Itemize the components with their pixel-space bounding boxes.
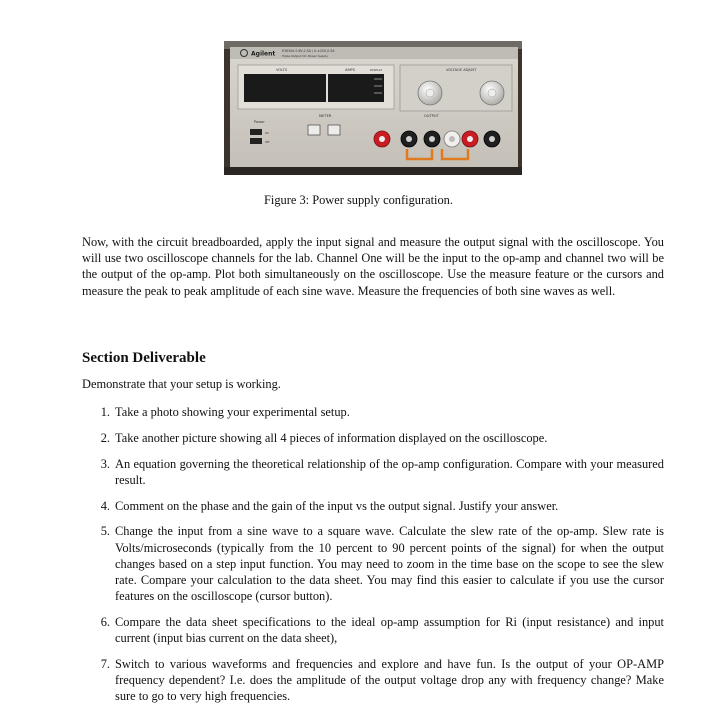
item-text: Take another picture showing all 4 pieces of information displayed on the oscilloscope. — [115, 430, 548, 445]
meter-button-2[interactable] — [328, 125, 340, 135]
item-number: 4. — [100, 498, 110, 513]
item-text: Compare the data sheet specifications to the ideal op-amp assumption for Ri (input resistance) and input current (input bias current on the data sheet), — [115, 615, 664, 646]
power-on-label: On — [265, 131, 270, 135]
item-number: 1. — [100, 405, 110, 419]
voltage-adjust-label: VOLTAGE ADJUST — [446, 68, 477, 72]
item-number: 2. — [100, 430, 110, 445]
power-label: Power — [254, 120, 265, 124]
figure-caption: Figure 3: Power supply configuration. — [264, 193, 453, 207]
item-number: 5. — [100, 524, 110, 539]
amps-label: AMPS — [345, 68, 356, 72]
display-label: DISPLAY — [370, 68, 383, 72]
item-text: Take a photo showing your experimental setup. — [115, 405, 350, 419]
list-item — [82, 456, 664, 488]
item-number: 7. — [100, 657, 110, 671]
meter-button-1[interactable] — [308, 125, 320, 135]
power-off-label: Off — [265, 140, 270, 144]
voltage-adjust-panel — [400, 65, 512, 111]
section-lead: Demonstrate that your setup is working. — [82, 377, 281, 391]
list-item — [82, 404, 664, 420]
item-number: 6. — [100, 615, 110, 629]
list-item — [82, 498, 664, 514]
deliverables-list — [82, 404, 664, 714]
power-supply-photo — [224, 41, 522, 175]
list-item — [82, 523, 664, 604]
list-item — [82, 614, 664, 646]
item-number: 3. — [100, 456, 110, 471]
intro-paragraph: Now, with the circuit breadboarded, apply the input signal and measure the output signal with the oscilloscope. You will use two oscilloscope channels for the lab. Channel One will be the input to the op-amp and channel two will be the output of the op-amp. Plot both simultaneously on the oscilloscope. Use the measure feature or the cursors and measure the peak to peak amplitude of each sine wave. Measure the frequencies of both sine waves as well. — [82, 235, 664, 298]
list-item — [82, 656, 664, 705]
section-title: Section Deliverable — [82, 350, 206, 366]
item-text: Comment on the phase and the gain of the input vs the output signal. Justify your answer. — [115, 498, 559, 513]
output-label: OUTPUT — [424, 114, 439, 118]
list-item — [82, 430, 664, 446]
display-panel — [238, 65, 394, 109]
item-text: An equation governing the theoretical relationship of the op-amp configuration. Compare with your measured result. — [115, 456, 664, 487]
item-text: Switch to various waveforms and frequencies and explore and have fun. Is the output of your OP-AMP frequency dependent? I.e. does the amplitude of the output voltage drop any with frequency change? Make sure to go to very high frequencies. — [115, 657, 664, 704]
volts-label: VOLTS — [276, 68, 288, 72]
agilent-logo — [241, 49, 336, 58]
item-text: Change the input from a sine wave to a square wave. Calculate the slew rate of the op-amp. Slew rate is Volts/microseconds (typically from the 10 percent to 90 percent points of the signal) for when the output changes based on a step input function. You may need to zoom in the time base on the scope to see the slew rate. Compare your calculation to the data sheet. You may find this easier to calculate if you use the cursor features on the oscilloscope (cursor button). — [115, 524, 664, 604]
meter-label: METER — [319, 114, 332, 118]
brand-label: Agilent — [251, 50, 276, 58]
model-sub-label: Triple Output DC Power Supply — [282, 54, 328, 58]
model-label: E3630A 0-6V,2.5A / 0-±20V,0.5A — [282, 49, 335, 53]
